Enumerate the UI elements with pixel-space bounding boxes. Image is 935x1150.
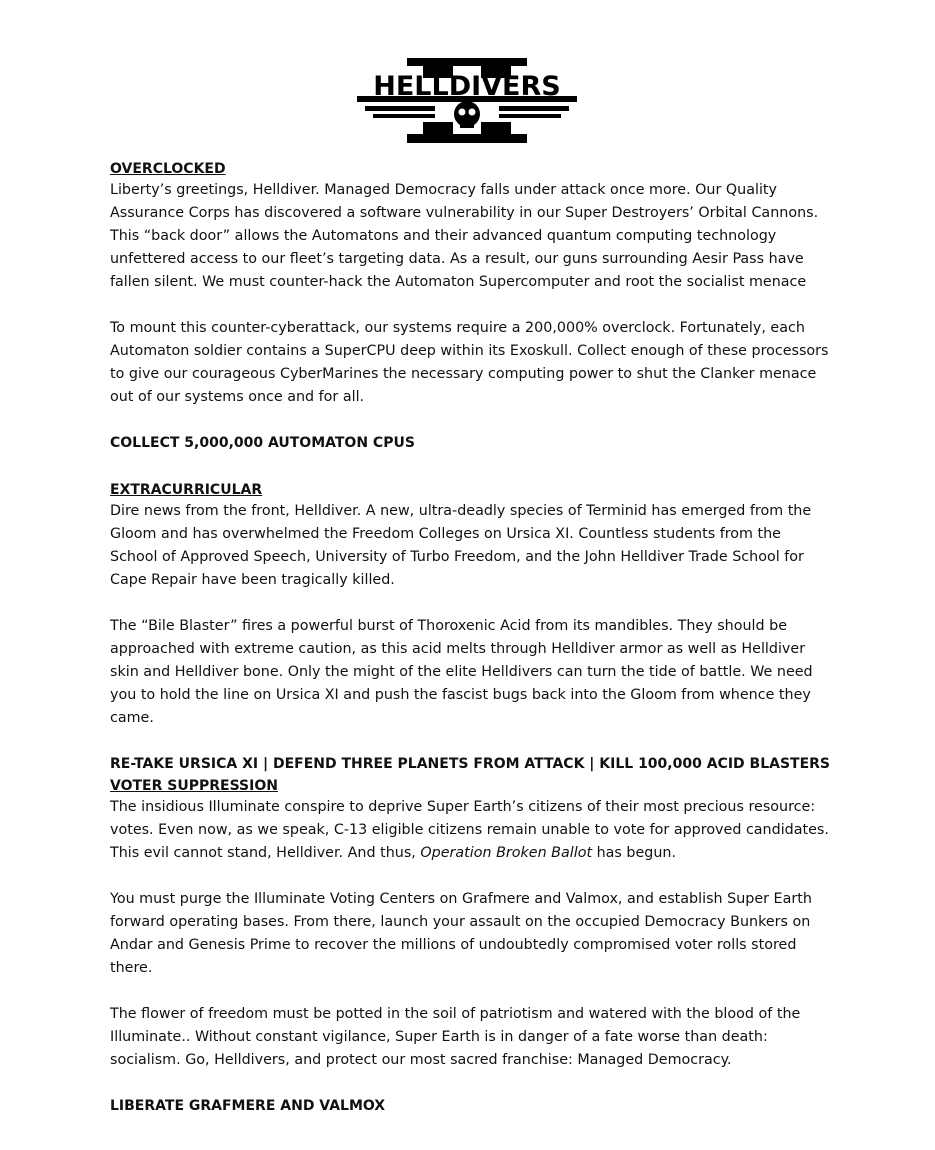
helldivers-skull-emblem-icon [355, 56, 579, 146]
section-paragraph: To mount this counter-cyberattack, our systems require a 200,000% overclock. Fortunately, each Automaton soldier contains a SuperCPU deep within its Exoskull. Collect enough of these processors to give our courageous CyberMarines the necessary computing power to shut the Clanker menace out of our systems once and for all. [110, 320, 829, 405]
section-paragraph: The “Bile Blaster” fires a powerful burst of Thoroxenic Acid from its mandibles. They should be approached with extreme caution, as this acid melts through Helldiver armor as well as Helldiver skin and Helldiver bone. Only the might of the elite Helldivers can turn the tide of battle. We need you to hold the line on Ursica XI and push the fascist bugs back into the Gloom from whence they came. [110, 618, 813, 726]
section-paragraph: You must purge the Illuminate Voting Centers on Grafmere and Valmox, and establish Super Earth forward operating bases. From there, launch your assault on the occupied Democracy Bunkers on Andar and Genesis Prime to recover the millions of undoubtedly compromised voter rolls stored there. [110, 891, 812, 976]
section-objective: RE-TAKE URSICA XI | DEFEND THREE PLANETS FROM ATTACK | KILL 100,000 ACID BLASTERS [110, 756, 831, 772]
section-paragraph: The flower of freedom must be potted in the soil of patriotism and watered with the blood of the Illuminate.. Without constant vigilance, Super Earth is in danger of a fate worse than death: socialism. Go, Helldivers, and protect our most sacred franchise: Managed Democracy. [110, 1006, 801, 1068]
section-title: VOTER SUPPRESSION [110, 778, 278, 794]
section-extracurricular [110, 481, 830, 776]
section-paragraph: Dire news from the front, Helldiver. A new, ultra-deadly species of Terminid has emerged from the Gloom and has overwhelmed the Freedom Colleges on Ursica XI. Countless students from the School of Approved Speech, University of Turbo Freedom, and the John Helldiver Trade School for Cape Repair have been tragically killed. [110, 503, 812, 588]
operation-name: Operation Broken Ballot [420, 845, 593, 861]
section-objective: LIBERATE GRAFMERE AND VALMOX [110, 1098, 386, 1114]
helldivers-logo [355, 56, 579, 146]
section-objective: COLLECT 5,000,000 AUTOMATON CPUS [110, 435, 415, 451]
section-title: EXTRACURRICULAR [110, 482, 263, 498]
section-title: OVERCLOCKED [110, 161, 226, 177]
section-paragraph: The insidious Illuminate conspire to deprive Super Earth’s citizens of their most precious resource: votes. Even now, as we speak, C-13 eligible citizens remain unable to vote for approved candidates. This evil cannot stand, Helldiver. And thus, Operation Broken Ballot has begun. [110, 799, 829, 861]
section-overclocked [110, 160, 830, 455]
section-paragraph: Liberty’s greetings, Helldiver. Managed Democracy falls under attack once more. Our Quality Assurance Corps has discovered a software vulnerability in our Super Destroyers’ Orbital Cannons. This “back door” allows the Automatons and their advanced quantum computing technology unfettered access to our fleet’s targeting data. As a result, our guns surrounding Aesir Pass have fallen silent. We must counter-hack the Automaton Supercomputer and root the socialist menace [110, 182, 819, 290]
logo-wordmark: HELLDIVERS [373, 71, 561, 102]
section-voter-suppression [110, 777, 830, 1118]
